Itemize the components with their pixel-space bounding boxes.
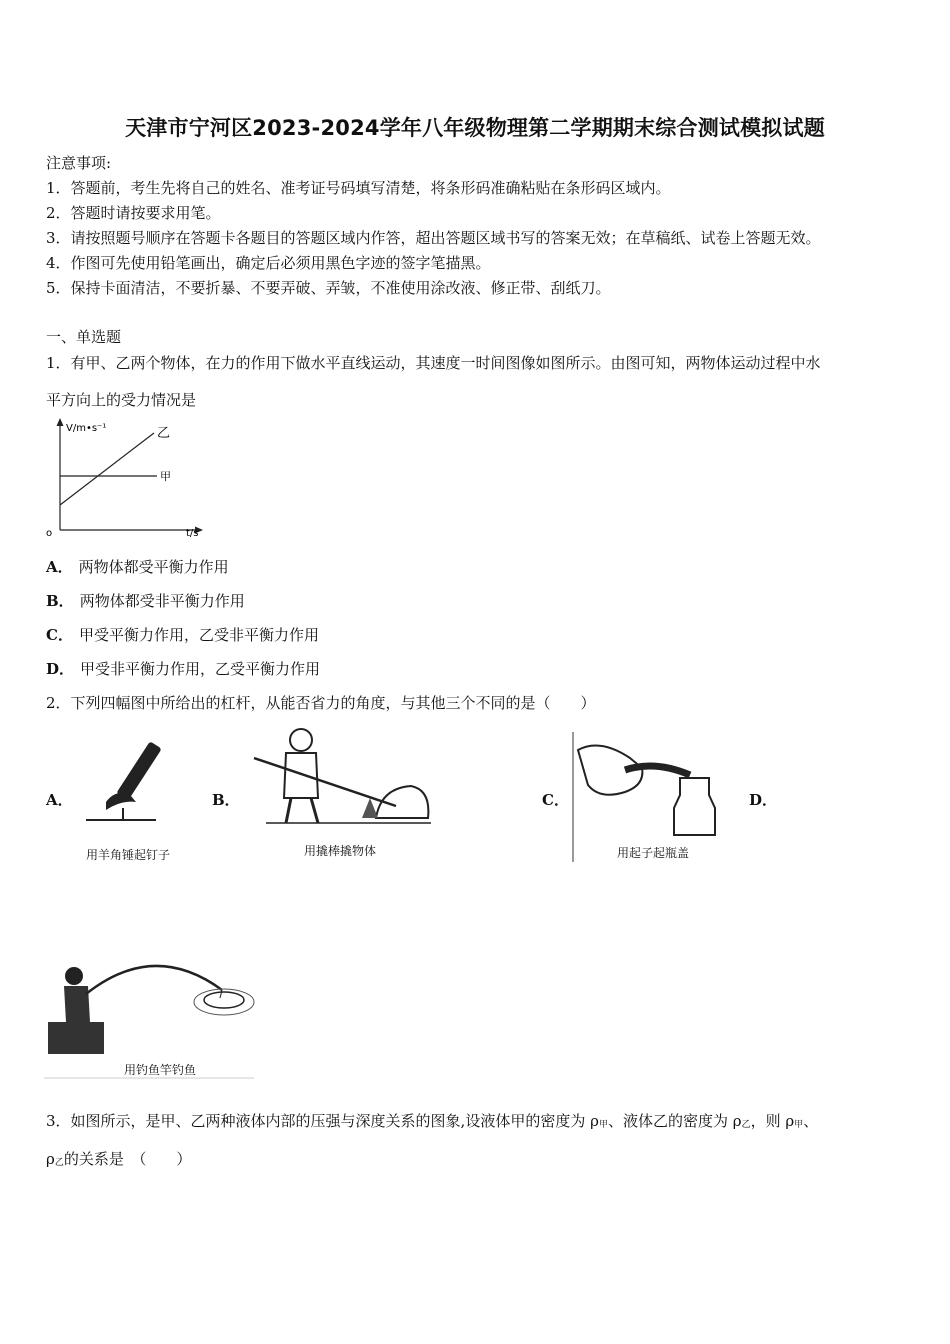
- question-1-stem-cont: 平方向上的受力情况是: [46, 391, 197, 409]
- q2-option-d-label: D．: [749, 791, 778, 809]
- seat: [48, 1022, 104, 1054]
- water-ripple: [204, 992, 244, 1008]
- question-2-stem: 2．下列四幅图中所给出的杠杆，从能否省力的角度，与其他三个不同的是（ ）: [46, 694, 596, 712]
- y-axis-label: V/m•s⁻¹: [66, 423, 107, 434]
- origin-label: o: [46, 528, 53, 539]
- q1-option-a: A． 两物体都受平衡力作用: [46, 558, 229, 576]
- crowbar-illustration: [246, 718, 436, 833]
- series-yi-label: 乙: [157, 426, 171, 441]
- velocity-time-graph: [40, 415, 210, 540]
- fisher-head: [65, 967, 83, 985]
- section-heading: 一、单选题: [46, 328, 122, 346]
- notice-item: 3．请按照题号顺序在答题卡各题目的答题区域内作答，超出答题区域书写的答案无效；在草稿纸、试卷上答题无效。: [46, 229, 821, 247]
- hammer-illustration: [76, 730, 196, 830]
- notice-heading: 注意事项:: [46, 154, 112, 172]
- worker-leg: [311, 798, 318, 823]
- worker-head: [290, 729, 312, 751]
- water-ripple: [194, 989, 254, 1015]
- worker-leg: [286, 798, 291, 823]
- caption-crowbar: 用撬棒撬物体: [304, 844, 377, 858]
- crowbar: [254, 758, 396, 806]
- q1-option-c: C． 甲受平衡力作用，乙受非平衡力作用: [46, 626, 319, 644]
- hammer-handle: [116, 741, 162, 801]
- q1-option-d: D． 甲受非平衡力作用，乙受平衡力作用: [46, 660, 321, 678]
- fishing-rod: [86, 966, 222, 994]
- question-3-stem-cont: ρ乙的关系是 （ ）: [46, 1150, 192, 1168]
- caption-hammer: 用羊角锤起钉子: [86, 848, 171, 862]
- question-1-stem: 1．有甲、乙两个物体，在力的作用下做水平直线运动，其速度一时间图像如图所示。由图可知，两物体运动过程中水: [46, 354, 821, 372]
- bottle: [674, 778, 715, 835]
- q1-option-b: B． 两物体都受非平衡力作用: [46, 592, 245, 610]
- fishing-line: [220, 990, 222, 998]
- q2-option-a-label: A．: [46, 791, 73, 809]
- x-axis-label: t/s: [186, 528, 199, 539]
- series-yi-line: [60, 433, 154, 505]
- fulcrum: [362, 798, 378, 818]
- fisher-body: [64, 986, 90, 1022]
- y-axis-arrow: [57, 418, 64, 426]
- notice-item: 4．作图可先使用铅笔画出，确定后必须用黑色字迹的签字笔描黑。: [46, 254, 491, 272]
- page-title: 天津市宁河区2023-2024学年八年级物理第二学期期末综合测试模拟试题: [125, 116, 825, 140]
- hammer-head: [106, 793, 136, 810]
- series-jia-label: 甲: [160, 470, 171, 483]
- question-3-stem: 3．如图所示，是甲、乙两种液体内部的压强与深度关系的图象,设液体甲的密度为 ρ甲、液体乙的密度为 ρ乙，则 ρ甲、: [46, 1112, 819, 1130]
- notice-item: 2．答题时请按要求用笔。: [46, 204, 221, 222]
- caption-bottle-opener: 用起子起瓶盖: [617, 846, 690, 860]
- worker-body: [284, 753, 318, 798]
- opener: [625, 766, 690, 775]
- notice-item: 5．保持卡面清洁，不要折暴、不要弄破、弄皱，不准使用涂改液、修正带、刮纸刀。: [46, 279, 611, 297]
- q2-option-c-label: C．: [542, 791, 569, 809]
- caption-fishing-rod: 用钓鱼竿钓鱼: [124, 1063, 197, 1077]
- q2-option-b-label: B．: [212, 791, 240, 809]
- notice-item: 1．答题前，考生先将自己的姓名、准考证号码填写清楚，将条形码准确粘贴在条形码区域内。: [46, 179, 671, 197]
